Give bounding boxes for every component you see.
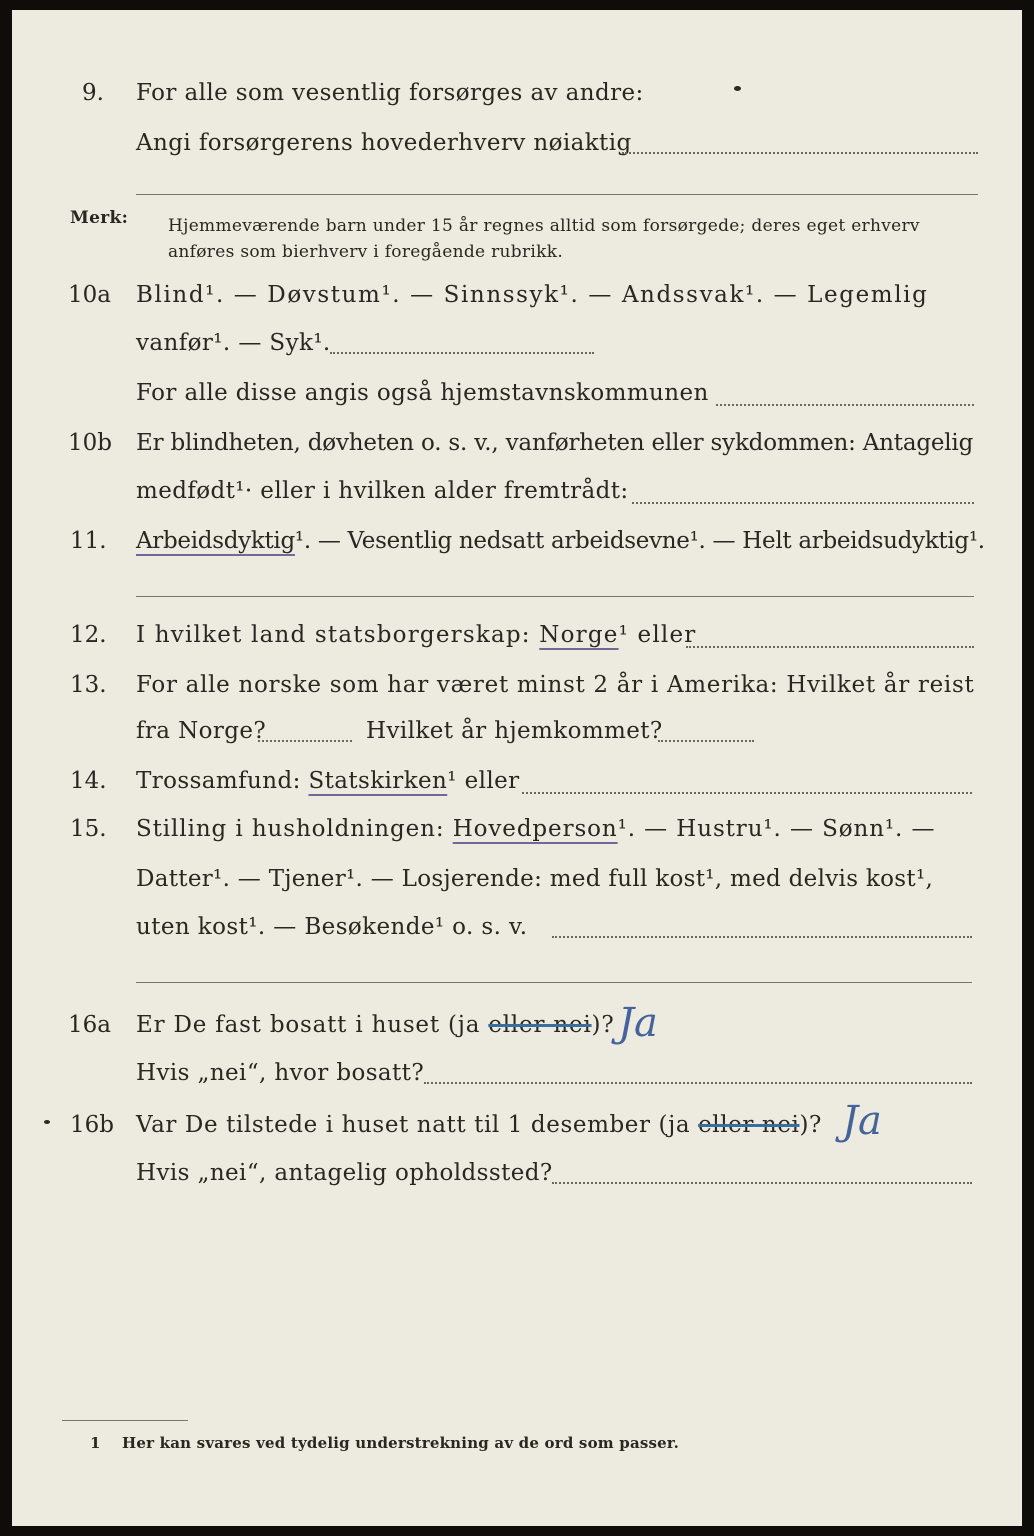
handwritten-answer-16a: Ja: [618, 1000, 658, 1046]
question-15-line1a: Stilling i husholdningen:: [136, 816, 445, 842]
census-form-page: [12, 10, 1022, 1526]
question-9-line1: For alle som vesentlig forsørges av andre:: [136, 80, 644, 106]
question-13-return-year-line[interactable]: [658, 740, 754, 742]
question-12-text: I hvilket land statsborgerskap:: [136, 622, 531, 648]
question-11-rest: ¹. — Vesentlig nedsatt arbeidsevne¹. — Helt arbeidsudyktig¹.: [294, 528, 985, 554]
question-12-after: ¹ eller: [618, 622, 697, 648]
footnote-divider: [62, 1420, 188, 1421]
question-13-number: 13.: [70, 672, 107, 698]
question-10a-hometown-line[interactable]: [716, 404, 974, 406]
question-13-line1: For alle norske som har været minst 2 år i Amerika: Hvilket år reist: [136, 672, 975, 698]
question-15-line1b: ¹. — Hustru¹. — Sønn¹. —: [617, 816, 936, 842]
question-9-line2: Angi forsørgerens hovederhverv nøiaktig: [136, 130, 632, 156]
question-16b-number: 16b: [70, 1112, 114, 1138]
option-hovedperson[interactable]: Hovedperson: [452, 816, 618, 842]
question-14-answer-line[interactable]: [522, 792, 972, 794]
question-9-answer-rule[interactable]: [136, 194, 978, 195]
question-9-answer-line[interactable]: [622, 152, 978, 154]
merk-line1: Hjemmeværende barn under 15 år regnes alltid som forsørgede; deres eget erhverv: [168, 216, 920, 236]
question-10b-line1: Er blindheten, døvheten o. s. v., vanførheten eller sykdommen: Antagelig: [136, 430, 974, 456]
question-13-line2b: Hvilket år hjemkommet?: [366, 718, 663, 744]
footnote-mark: 1: [90, 1434, 101, 1452]
question-10b-answer-line[interactable]: [632, 502, 974, 504]
question-16b-line1: [136, 1112, 822, 1138]
question-9-number: 9.: [82, 80, 104, 106]
option-statskirken[interactable]: Statskirken: [308, 768, 448, 794]
question-10a-answer-line[interactable]: [330, 352, 594, 354]
ink-dot: [734, 86, 741, 91]
handwritten-answer-16b: Ja: [842, 1098, 882, 1144]
merk-line2: anføres som bierhverv i foregående rubrikk.: [168, 242, 564, 262]
question-11-number: 11.: [70, 528, 107, 554]
question-16b-answer-line[interactable]: [552, 1182, 972, 1184]
option-arbeidsdyktig[interactable]: Arbeidsdyktig: [136, 528, 295, 554]
struck-eller-nei-16a: eller nei: [488, 1012, 592, 1038]
question-15-line3: uten kost¹. — Besøkende¹ o. s. v.: [136, 914, 528, 940]
footnote-text: Her kan svares ved tydelig understrekning av de ord som passer.: [122, 1434, 680, 1452]
question-16b-line1a: Var De tilstede i huset natt til 1 desember (ja: [136, 1112, 699, 1138]
question-10a-line3: For alle disse angis også hjemstavnskommunen: [136, 380, 709, 406]
question-15-line2: Datter¹. — Tjener¹. — Losjerende: med full kost¹, med delvis kost¹,: [136, 866, 934, 892]
question-12-number: 12.: [70, 622, 107, 648]
struck-eller-nei-16b: eller nei: [698, 1112, 800, 1138]
question-14-number: 14.: [70, 768, 107, 794]
ink-dot: [44, 1120, 50, 1124]
question-16b-line2: Hvis „nei“, antagelig opholdssted?: [136, 1160, 553, 1186]
question-11-line: [136, 528, 985, 554]
question-14-line: [136, 768, 520, 794]
question-16a-line1b: )?: [591, 1012, 615, 1038]
question-14-after: ¹ eller: [447, 768, 520, 794]
question-16a-number: 16a: [68, 1012, 111, 1038]
question-11-answer-rule[interactable]: [136, 596, 974, 597]
question-15-line1: [136, 816, 935, 842]
question-16a-line1a: Er De fast bosatt i huset (ja: [136, 1012, 489, 1038]
question-10a-line2: vanfør¹. — Syk¹.: [136, 330, 331, 356]
question-16b-line1b: )?: [799, 1112, 822, 1138]
question-16a-line1: [136, 1012, 614, 1038]
question-12-line: [136, 622, 696, 648]
question-13-line2a: fra Norge?: [136, 718, 267, 744]
question-16a-line2: Hvis „nei“, hvor bosatt?: [136, 1060, 425, 1086]
question-10a-number: 10a: [68, 282, 111, 308]
question-10b-number: 10b: [68, 430, 112, 456]
question-13-left-year-line[interactable]: [258, 740, 352, 742]
question-15-number: 15.: [70, 816, 107, 842]
question-12-answer-line[interactable]: [686, 646, 974, 648]
question-14-text: Trossamfund:: [136, 768, 301, 794]
question-10b-line2: medfødt¹· eller i hvilken alder fremtrådt:: [136, 478, 629, 504]
merk-label: Merk:: [70, 208, 129, 228]
option-norge[interactable]: Norge: [539, 622, 619, 648]
question-10a-line1: Blind¹. — Døvstum¹. — Sinnssyk¹. — Andssvak¹. — Legemlig: [136, 282, 929, 308]
question-16a-answer-line[interactable]: [424, 1082, 972, 1084]
question-15-answer-line[interactable]: [552, 936, 972, 938]
question-15-answer-rule[interactable]: [136, 982, 972, 983]
